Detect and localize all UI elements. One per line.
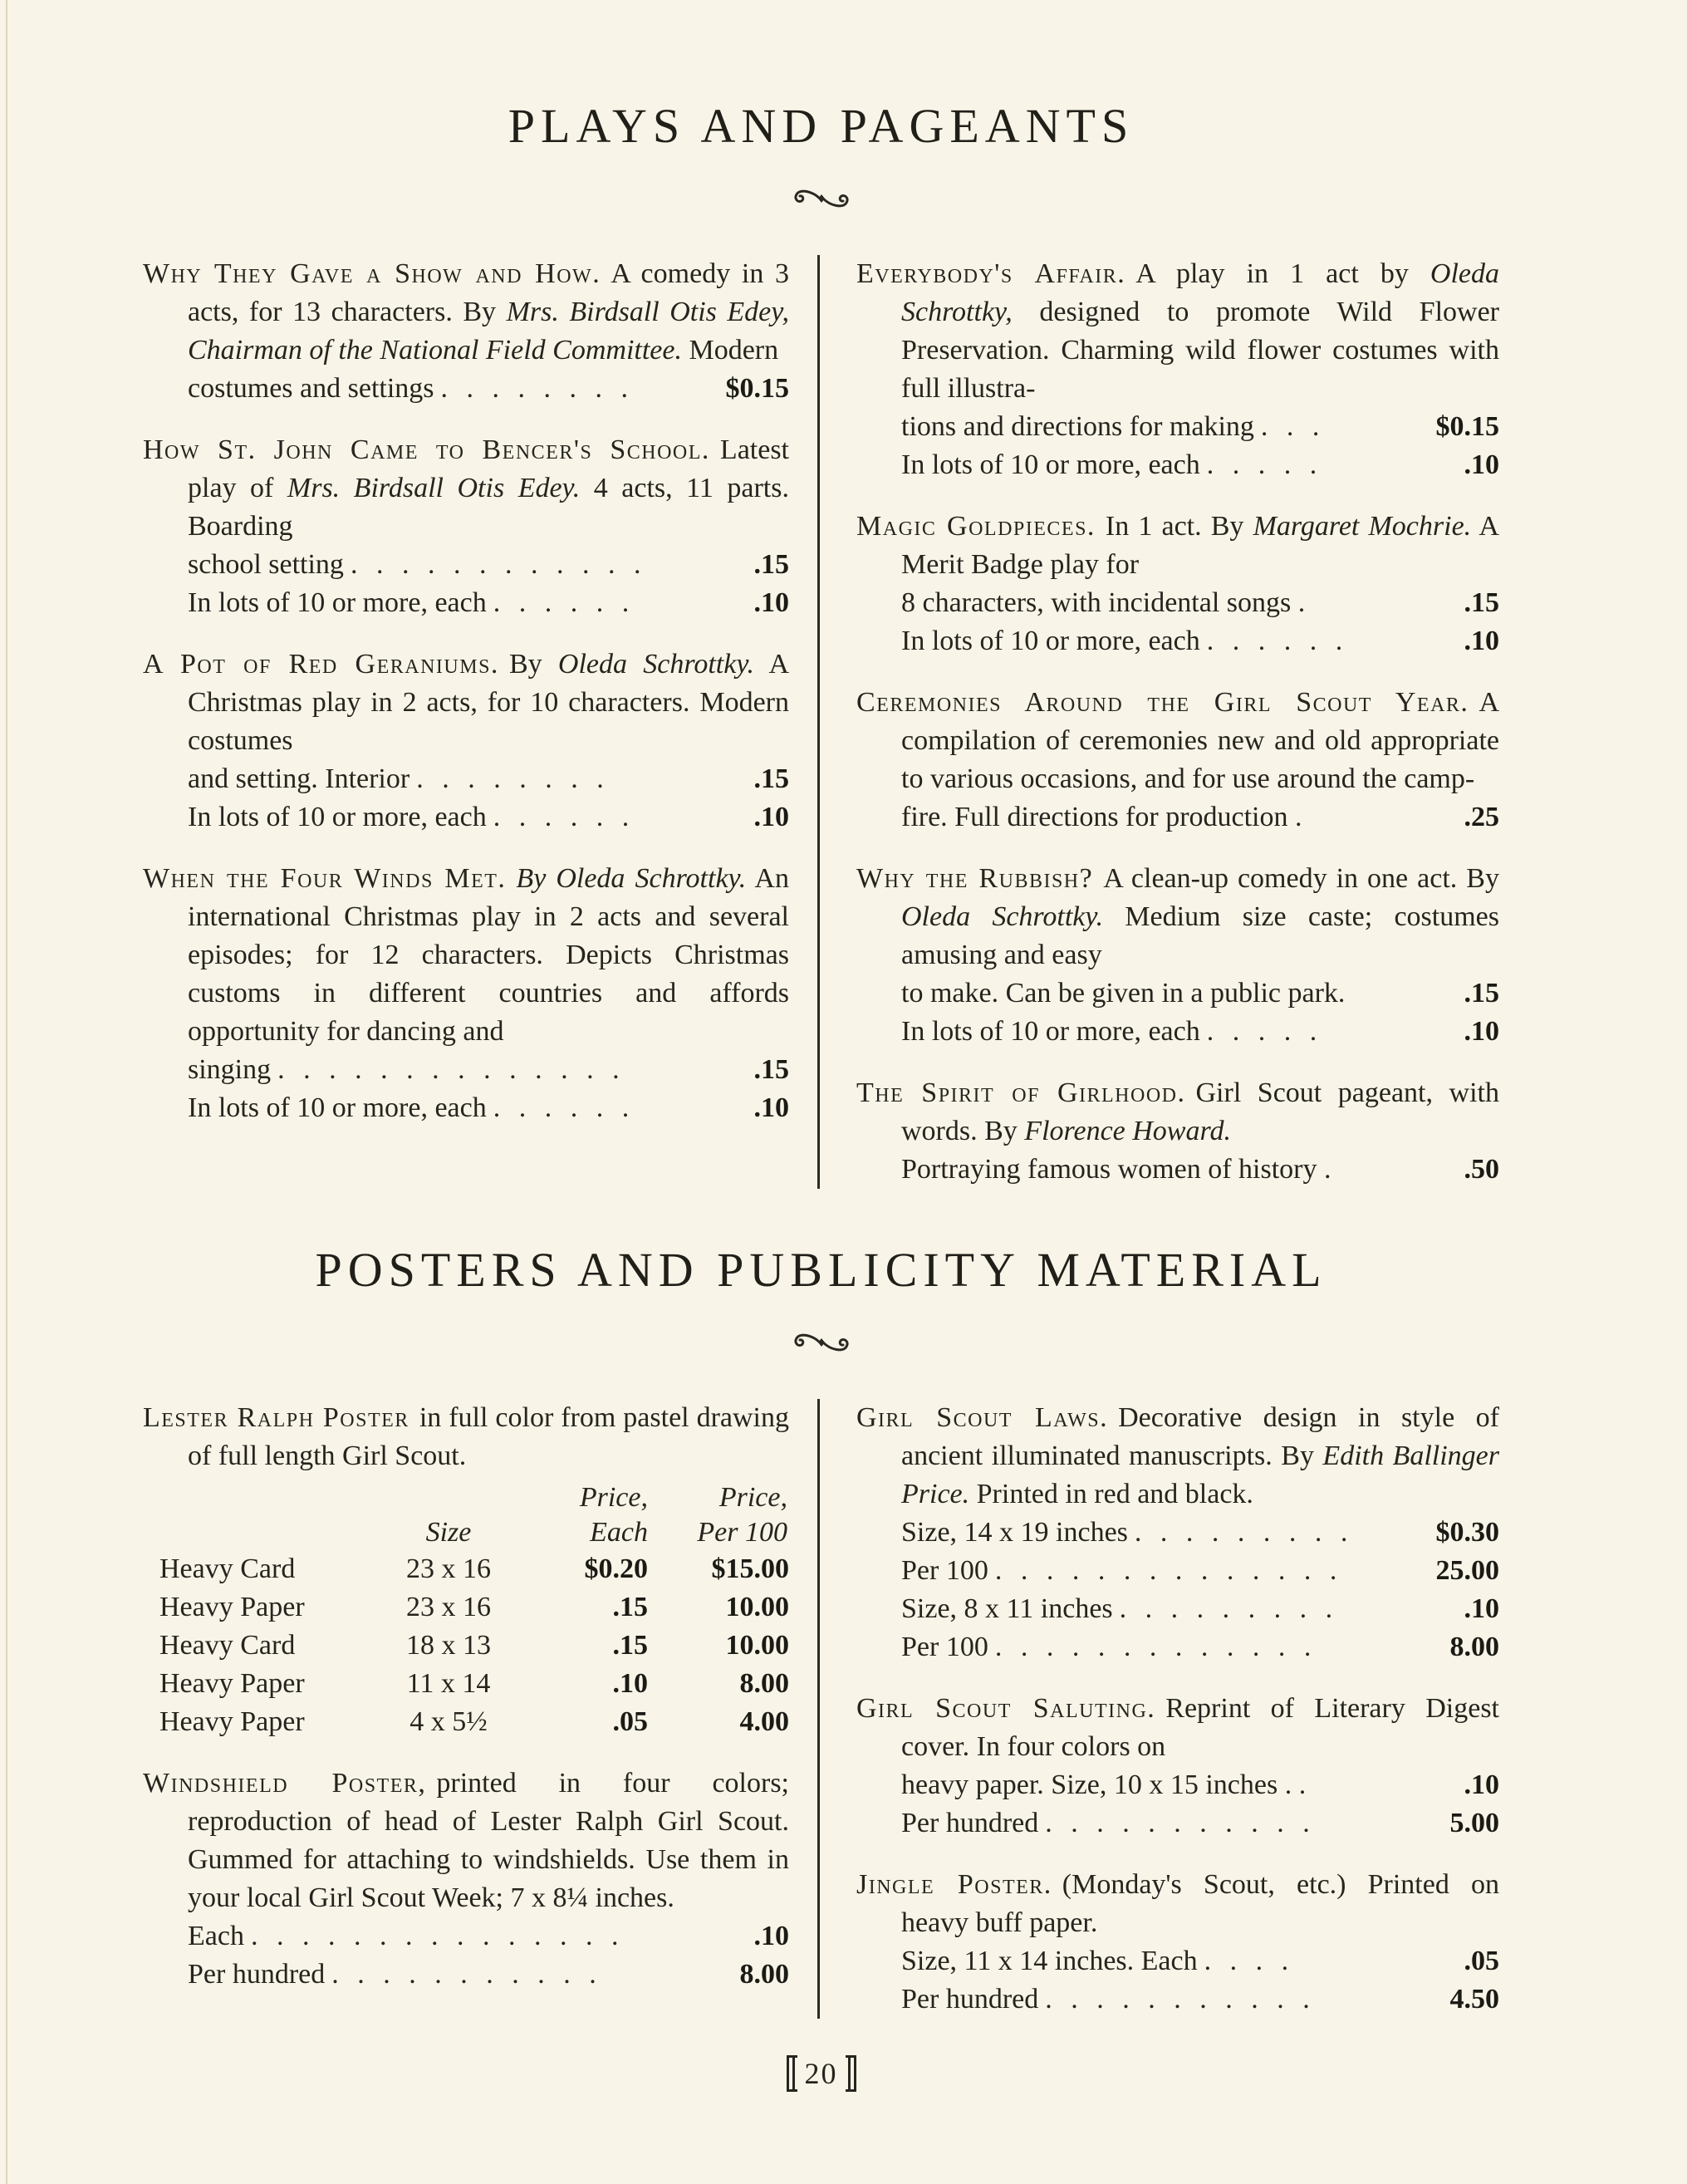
price-line bbox=[901, 446, 1499, 484]
table-cell-price-each: .15 bbox=[612, 1592, 648, 1622]
entry-text: A clean-up comedy in one act. By bbox=[1103, 863, 1499, 894]
price-line-text: In lots of 10 or more, each bbox=[188, 587, 487, 618]
table-cell-material: Heavy Paper bbox=[159, 1668, 305, 1699]
entry-paragraph bbox=[856, 1074, 1499, 1151]
price-value: .10 bbox=[753, 802, 789, 832]
catalog-entry bbox=[143, 255, 789, 408]
price-line bbox=[188, 370, 789, 408]
catalog-entry bbox=[856, 1866, 1499, 2019]
price-value: .15 bbox=[1464, 978, 1499, 1009]
price-value: .10 bbox=[753, 1921, 789, 1951]
price-value: 8.00 bbox=[739, 1959, 789, 1990]
entry-paragraph bbox=[143, 860, 789, 1051]
author-name: Oleda Schrottky. bbox=[557, 649, 755, 680]
catalog-entry bbox=[856, 684, 1499, 837]
price-value: 25.00 bbox=[1435, 1555, 1499, 1586]
price-line bbox=[901, 584, 1499, 622]
price-line bbox=[901, 1514, 1499, 1552]
price-line-text: Each bbox=[188, 1921, 244, 1951]
leader-dots: . . . . . . bbox=[493, 802, 635, 832]
entry-paragraph bbox=[856, 1866, 1499, 1942]
table-cell-price-each: $0.20 bbox=[584, 1553, 648, 1584]
price-value: .10 bbox=[1464, 1593, 1499, 1624]
table-cell-price-each: .15 bbox=[612, 1630, 648, 1661]
table-cell-price-per-100: 8.00 bbox=[739, 1668, 789, 1699]
price-line bbox=[188, 760, 789, 798]
entry-text: A play in 1 act by bbox=[1135, 258, 1430, 289]
price-line-text: Per hundred bbox=[901, 1808, 1039, 1838]
table-cell-price-each: .05 bbox=[612, 1706, 648, 1737]
poster-price-table bbox=[159, 1480, 789, 1741]
entry-paragraph bbox=[856, 1690, 1499, 1766]
price-value: .25 bbox=[1464, 802, 1499, 832]
right-bracket-ornament bbox=[846, 2055, 856, 2092]
price-line-text: fire. Full directions for production . bbox=[901, 802, 1302, 832]
table-cell-size: 4 x 5½ bbox=[409, 1706, 488, 1737]
price-value: 5.00 bbox=[1449, 1808, 1499, 1838]
table-cell-material: Heavy Card bbox=[159, 1553, 296, 1584]
price-line-text: Per hundred bbox=[188, 1959, 326, 1990]
entry-paragraph bbox=[856, 860, 1499, 974]
entry-text: Medium size caste; costumes amusing and easy bbox=[901, 901, 1499, 970]
author-name: Oleda Schrottky. bbox=[901, 901, 1104, 932]
table-cell-material: Heavy Card bbox=[159, 1630, 296, 1661]
entry-text: Reprint of Literary Digest cover. In four colors on bbox=[901, 1693, 1499, 1762]
price-line bbox=[188, 1089, 789, 1127]
price-line-text: 8 characters, with incidental songs . bbox=[901, 587, 1306, 618]
author-name: Mrs. Birdsall Otis Edey, Chairman of the National Field Committee. bbox=[188, 297, 789, 366]
section-posters-and-publicity bbox=[143, 1242, 1499, 2019]
right-column bbox=[820, 255, 1499, 1189]
entry-text: A comedy in 3 acts, for 13 characters. By bbox=[188, 258, 789, 327]
leader-dots: . . . . . . bbox=[493, 1092, 635, 1123]
table-header-price-each: Price, Each bbox=[579, 1482, 648, 1548]
table-header-size: Size bbox=[425, 1517, 472, 1548]
table-cell-material: Heavy Paper bbox=[159, 1592, 305, 1622]
catalog-entry bbox=[143, 431, 789, 622]
entry-text: (Monday's Scout, etc.) Printed on heavy buff paper. bbox=[901, 1869, 1499, 1938]
catalog-entry bbox=[856, 860, 1499, 1051]
price-line bbox=[901, 798, 1499, 837]
price-value: .10 bbox=[1464, 626, 1499, 656]
entry-paragraph bbox=[143, 1764, 789, 1917]
price-value: .15 bbox=[1464, 587, 1499, 618]
price-value: 8.00 bbox=[1449, 1632, 1499, 1662]
entry-text: 4 acts, 11 parts. Boarding bbox=[188, 473, 789, 542]
price-line-text: Per hundred bbox=[901, 1984, 1039, 2015]
price-line-text: In lots of 10 or more, each bbox=[901, 626, 1200, 656]
table-cell-price-per-100: 4.00 bbox=[739, 1706, 789, 1737]
price-line bbox=[188, 546, 789, 584]
author-name: Mrs. Birdsall Otis Edey. bbox=[287, 473, 581, 503]
table-cell-size: 23 x 16 bbox=[406, 1553, 491, 1584]
price-line-text: Portraying famous women of history . bbox=[901, 1154, 1331, 1185]
price-line-text: heavy paper. Size, 10 x 15 inches . . bbox=[901, 1769, 1307, 1800]
left-column bbox=[143, 255, 817, 1189]
entry-title: Ceremonies Around the Girl Scout Year. bbox=[856, 687, 1469, 718]
table-cell-price-per-100: 10.00 bbox=[725, 1630, 789, 1661]
entry-title: Everybody's Affair. bbox=[856, 258, 1126, 289]
price-line bbox=[901, 974, 1499, 1013]
entry-text: Latest play of bbox=[188, 434, 789, 503]
price-line-text: In lots of 10 or more, each bbox=[901, 449, 1200, 480]
table-cell-size: 18 x 13 bbox=[406, 1630, 491, 1661]
entry-paragraph bbox=[856, 508, 1499, 584]
entry-paragraph bbox=[856, 1399, 1499, 1514]
entry-title: Girl Scout Saluting. bbox=[856, 1693, 1156, 1724]
price-line bbox=[188, 798, 789, 837]
entry-title: Jingle Poster. bbox=[856, 1869, 1052, 1900]
price-line-text: In lots of 10 or more, each bbox=[188, 1092, 487, 1123]
price-line-text: Size, 8 x 11 inches bbox=[901, 1593, 1113, 1624]
author-name: Oleda Schrottky, bbox=[901, 258, 1499, 327]
entry-paragraph bbox=[856, 255, 1499, 408]
entry-text: printed in four colors; reproduction of head of Lester Ralph Girl Scout. Gummed for attaching to windshields. Use them in your local Girl Scout Week; 7 x 8¼ inches. bbox=[188, 1768, 789, 1913]
author-name: Florence Howard. bbox=[1024, 1116, 1231, 1146]
entry-title: Magic Goldpieces. bbox=[856, 511, 1096, 542]
entry-title: The Spirit of Girlhood. bbox=[856, 1077, 1186, 1108]
leader-dots: . . . . . . . . . bbox=[1119, 1593, 1339, 1624]
price-line bbox=[901, 1552, 1499, 1590]
leader-dots: . . . . . bbox=[1206, 1016, 1323, 1047]
catalog-entry bbox=[143, 645, 789, 837]
price-line bbox=[901, 1942, 1499, 1980]
entry-text: A Merit Badge play for bbox=[901, 511, 1499, 580]
table-cell-size: 11 x 14 bbox=[406, 1668, 491, 1699]
entry-paragraph bbox=[143, 431, 789, 546]
catalog-entry bbox=[856, 1074, 1499, 1189]
swirl-ornament-icon bbox=[143, 1329, 1499, 1356]
price-line-text: Size, 14 x 19 inches bbox=[901, 1517, 1128, 1548]
catalog-entry bbox=[143, 1399, 789, 1741]
entry-title: Windshield Poster, bbox=[143, 1768, 427, 1799]
price-line bbox=[901, 1590, 1499, 1628]
leader-dots: . . . bbox=[1260, 411, 1326, 442]
catalog-entry bbox=[143, 860, 789, 1127]
table-cell-price-each: .10 bbox=[612, 1668, 648, 1699]
price-line-text: to make. Can be given in a public park. bbox=[901, 978, 1346, 1009]
catalog-entry bbox=[856, 1690, 1499, 1843]
price-value: .05 bbox=[1464, 1946, 1499, 1976]
entry-title: How St. John Came to Bencer's School. bbox=[143, 434, 710, 465]
entry-paragraph bbox=[143, 255, 789, 370]
entry-text: Printed in red and black. bbox=[969, 1479, 1253, 1509]
price-line-text: Per 100 bbox=[901, 1555, 988, 1586]
leader-dots: . . . . . . bbox=[493, 587, 635, 618]
table-cell-size: 23 x 16 bbox=[406, 1592, 491, 1622]
table-cell-price-per-100: 10.00 bbox=[725, 1592, 789, 1622]
price-line-text: costumes and settings bbox=[188, 373, 434, 404]
entry-text: Girl Scout pageant, with words. By bbox=[901, 1077, 1499, 1146]
author-name: Edith Ballinger Price. bbox=[901, 1440, 1499, 1509]
table-cell-material: Heavy Paper bbox=[159, 1706, 305, 1737]
entry-title: A Pot of Red Geraniums. bbox=[143, 649, 499, 680]
page-number-value: 20 bbox=[804, 2057, 838, 2090]
entry-text: An international Christmas play in 2 acts and several episodes; for 12 characters. Depicts Christmas customs in different countries and affords opportunity for dancing and bbox=[188, 863, 789, 1047]
leader-dots: . . . . . . . . . . . . . . . bbox=[250, 1921, 625, 1951]
author-name: Margaret Mochrie. bbox=[1253, 511, 1472, 542]
entry-text: In 1 act. By bbox=[1105, 511, 1253, 542]
table-header-price-per-100: Price, Per 100 bbox=[697, 1482, 787, 1548]
entry-title: Why They Gave a Show and How. bbox=[143, 258, 601, 289]
leader-dots: . . . . . bbox=[1206, 449, 1323, 480]
entry-text: in full color from pastel drawing of full length Girl Scout. bbox=[188, 1402, 789, 1471]
price-value: .15 bbox=[753, 549, 789, 580]
price-line bbox=[188, 584, 789, 622]
right-column bbox=[820, 1399, 1499, 2019]
entry-title: Girl Scout Laws. bbox=[856, 1402, 1109, 1433]
catalog-entry bbox=[143, 1764, 789, 1994]
price-line bbox=[901, 1013, 1499, 1051]
entry-text: A compilation of ceremonies new and old appropriate to various occasions, and for use around the camp- bbox=[901, 687, 1499, 794]
price-value: .15 bbox=[753, 1054, 789, 1085]
entry-text: A Christmas play in 2 acts, for 10 characters. Modern costumes bbox=[188, 649, 790, 756]
entry-paragraph bbox=[143, 645, 790, 760]
table-cell-price-per-100: $15.00 bbox=[711, 1553, 789, 1584]
price-value: .10 bbox=[1464, 1769, 1499, 1800]
price-value: $0.15 bbox=[725, 373, 789, 404]
price-line-text: In lots of 10 or more, each bbox=[901, 1016, 1200, 1047]
leader-dots: . . . . . . . . . bbox=[1134, 1517, 1354, 1548]
catalog-entry bbox=[856, 255, 1499, 484]
price-value: .50 bbox=[1464, 1154, 1499, 1185]
entry-title: When the Four Winds Met. bbox=[143, 863, 507, 894]
entry-text: By bbox=[508, 649, 558, 680]
price-line bbox=[188, 1956, 789, 1994]
catalog-entry bbox=[856, 1399, 1499, 1666]
left-column bbox=[143, 1399, 817, 2019]
entry-text: Modern bbox=[681, 335, 779, 366]
author-name: By Oleda Schrottky. bbox=[516, 863, 747, 894]
entry-text: Decorative design in style of ancient illuminated manuscripts. By bbox=[901, 1402, 1499, 1471]
price-value: .10 bbox=[1464, 449, 1499, 480]
leader-dots: . . . . . . . . bbox=[440, 373, 635, 404]
price-line bbox=[901, 408, 1499, 446]
price-value: $0.15 bbox=[1435, 411, 1499, 442]
section-plays-and-pageants bbox=[143, 98, 1499, 1189]
leader-dots: . . . . . . . . . . . . . . bbox=[994, 1555, 1343, 1586]
entry-paragraph bbox=[856, 684, 1499, 798]
price-line-text: Per 100 bbox=[901, 1632, 988, 1662]
leader-dots: . . . . . . . . . . . . bbox=[350, 549, 647, 580]
price-value: .10 bbox=[753, 587, 789, 618]
price-line-text: tions and directions for making bbox=[901, 411, 1254, 442]
price-line-text: In lots of 10 or more, each bbox=[188, 802, 487, 832]
two-column-layout bbox=[143, 255, 1499, 1189]
price-line bbox=[901, 1980, 1499, 2019]
leader-dots: . . . . bbox=[1204, 1946, 1295, 1976]
catalog-entry bbox=[856, 508, 1499, 660]
price-line bbox=[901, 1804, 1499, 1843]
price-value: 4.50 bbox=[1449, 1984, 1499, 2015]
section-title: POSTERS AND PUBLICITY MATERIAL bbox=[315, 1243, 1327, 1297]
leader-dots: . . . . . . . . bbox=[416, 763, 610, 794]
price-line bbox=[901, 622, 1499, 660]
price-line bbox=[188, 1917, 789, 1956]
leader-dots: . . . . . . . . . . . bbox=[1045, 1984, 1316, 2015]
entry-text: designed to promote Wild Flower Preservation. Charming wild flower costumes with full illustra- bbox=[901, 297, 1499, 404]
leader-dots: . . . . . . . . . . . . . . bbox=[277, 1054, 625, 1085]
price-line bbox=[901, 1628, 1499, 1666]
page-number bbox=[143, 2055, 1499, 2092]
entry-paragraph bbox=[143, 1399, 789, 1475]
left-bracket-ornament bbox=[787, 2055, 797, 2092]
price-line-text: school setting bbox=[188, 549, 344, 580]
leader-dots: . . . . . . . . . . . bbox=[331, 1959, 602, 1990]
price-line-text: singing bbox=[188, 1054, 272, 1085]
price-line-text: Size, 11 x 14 inches. Each bbox=[901, 1946, 1198, 1976]
leader-dots: . . . . . . . . . . . bbox=[1045, 1808, 1316, 1838]
price-line bbox=[188, 1051, 789, 1089]
price-value: .10 bbox=[753, 1092, 789, 1123]
section-title: PLAYS AND PAGEANTS bbox=[508, 99, 1135, 153]
entry-title: Why the Rubbish? bbox=[856, 863, 1094, 894]
entry-title: Lester Ralph Poster bbox=[143, 1402, 409, 1433]
leader-dots: . . . . . . bbox=[1206, 626, 1349, 656]
price-line bbox=[901, 1151, 1499, 1189]
price-value: .15 bbox=[753, 763, 789, 794]
price-value: .10 bbox=[1464, 1016, 1499, 1047]
leader-dots: . . . . . . . . . . . . . bbox=[994, 1632, 1317, 1662]
price-line-text: and setting. Interior bbox=[188, 763, 410, 794]
table-header-empty bbox=[159, 1480, 374, 1550]
price-line bbox=[901, 1766, 1499, 1804]
price-value: $0.30 bbox=[1435, 1517, 1499, 1548]
swirl-ornament-icon bbox=[143, 185, 1499, 212]
two-column-layout bbox=[143, 1399, 1499, 2019]
